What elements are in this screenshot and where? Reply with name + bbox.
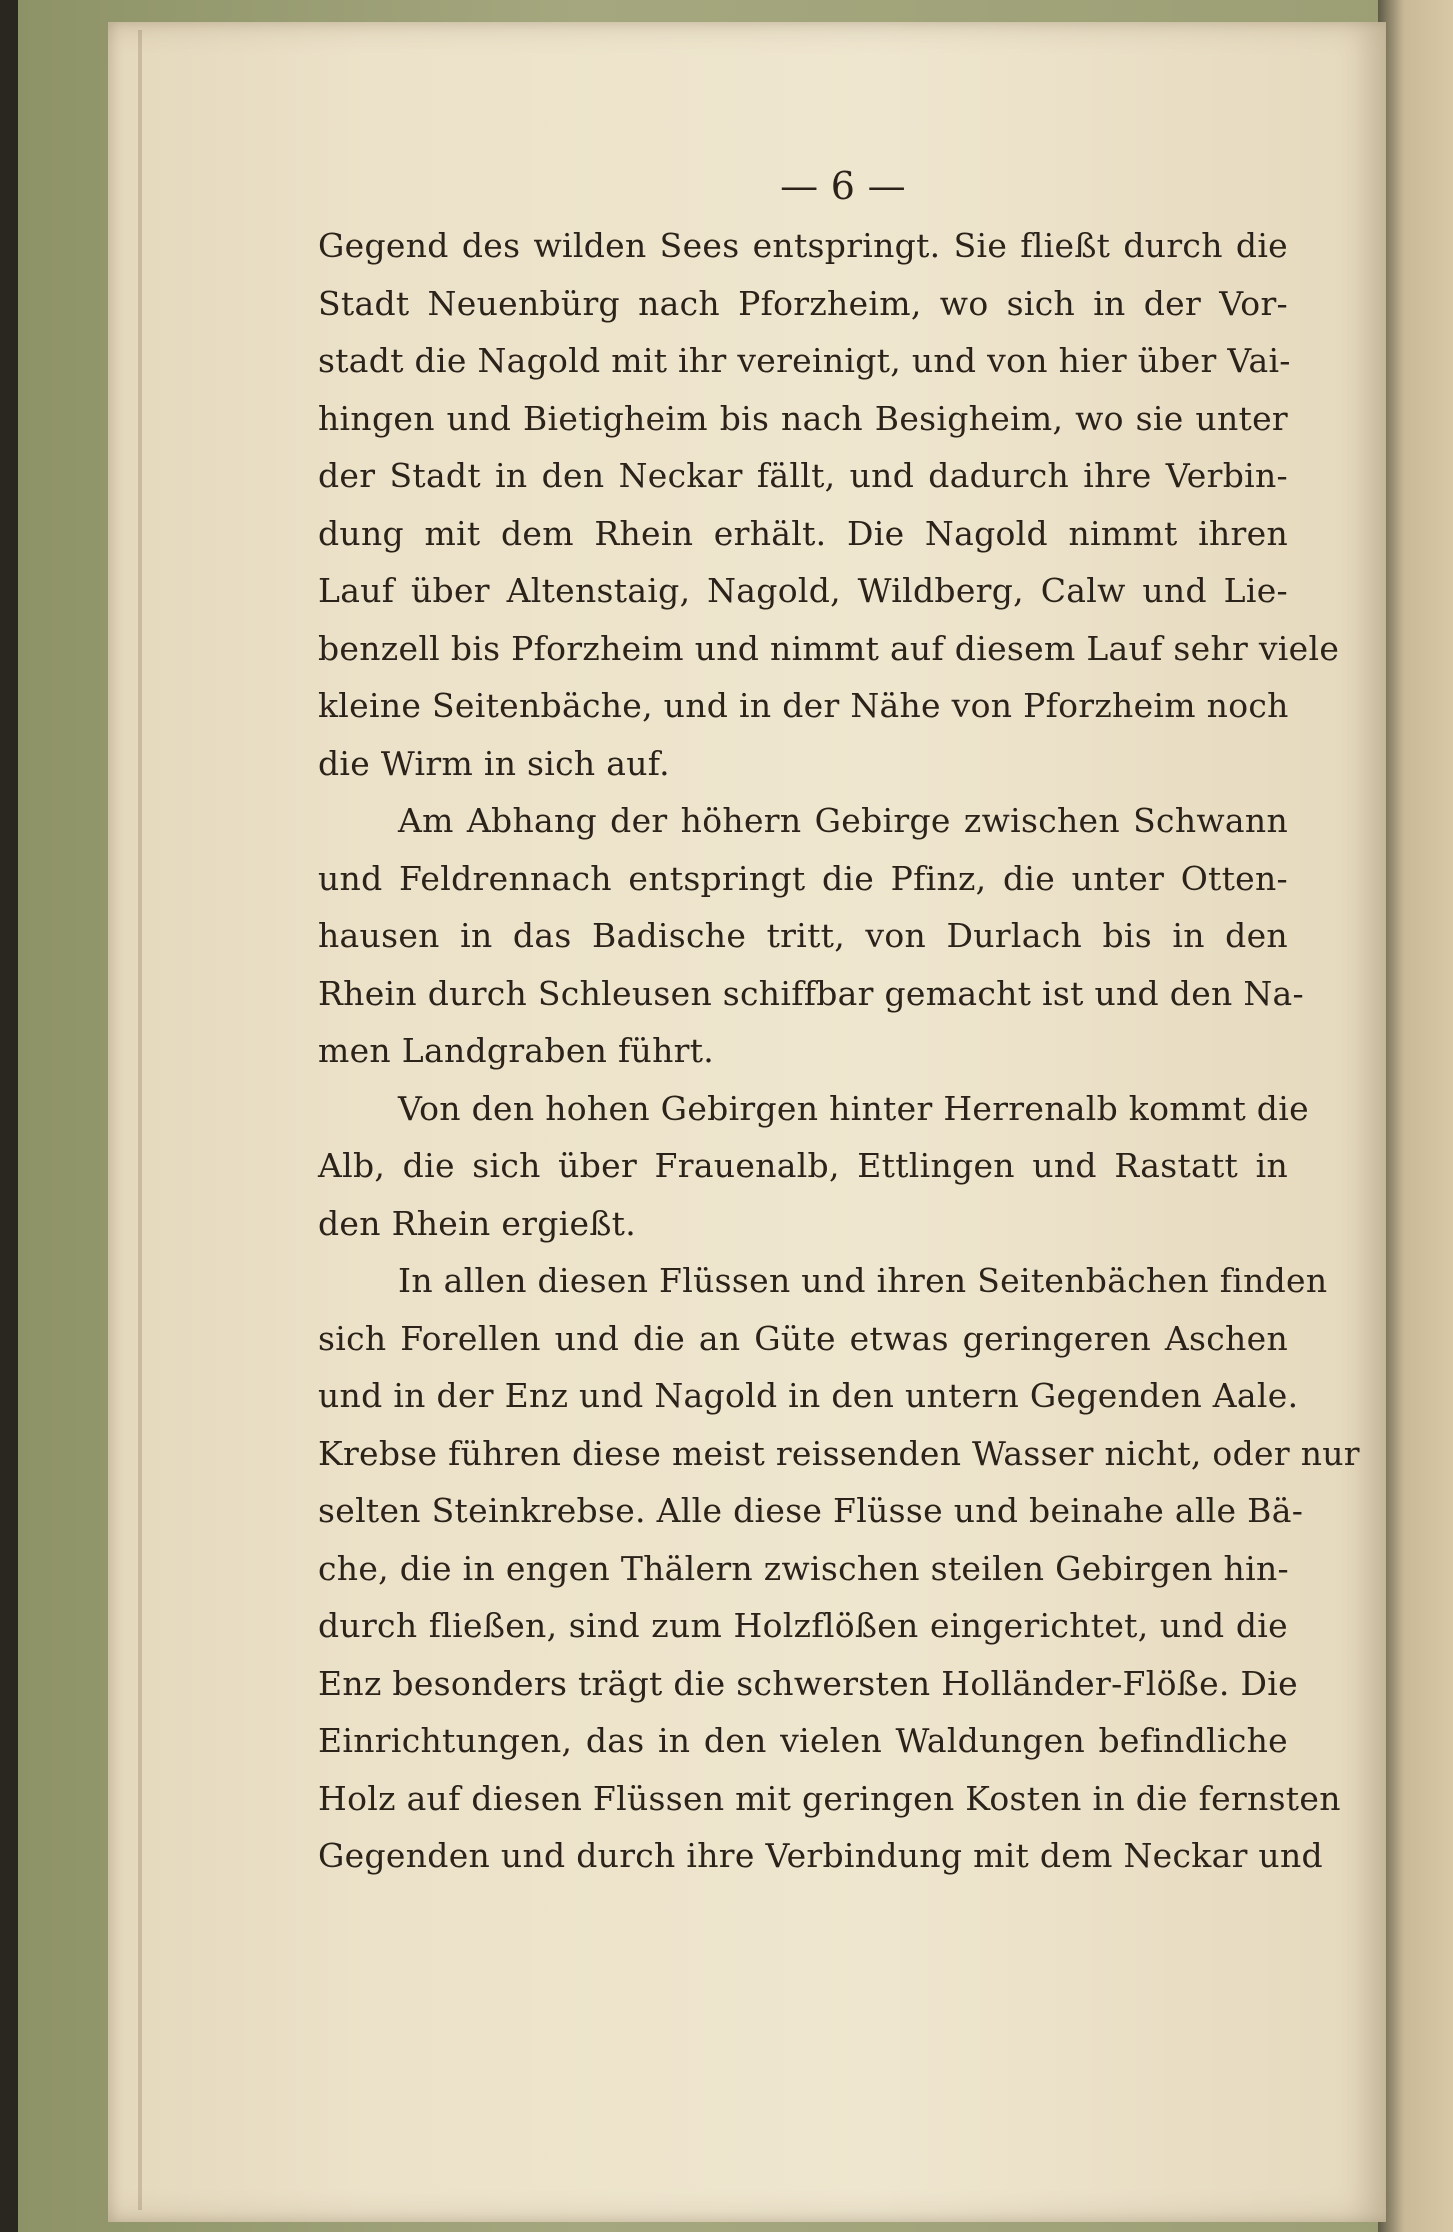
text-line: hausen in das Badische tritt, von Durlach bis in den <box>318 916 1288 955</box>
text-line: Am Abhang der höhern Gebirge zwischen Schwann <box>398 801 1288 840</box>
text-line: und Feldrennach entspringt die Pfinz, die unter Otten- <box>318 858 1288 898</box>
text-line: Gegenden und durch ihre Verbindung mit dem Neckar und <box>318 1836 1323 1875</box>
facing-page-edge <box>1378 0 1453 2232</box>
text-line: hingen und Bietigheim bis nach Besigheim, wo sie unter <box>318 398 1288 438</box>
page-text-block <box>318 155 1360 1885</box>
text-line: stadt die Nagold mit ihr vereinigt, und von hier über Vai- <box>318 341 1291 380</box>
text-line: den Rhein ergießt. <box>318 1203 637 1243</box>
page-number: — 6 — <box>780 164 906 208</box>
text-line: benzell bis Pforzheim und nimmt auf diesem Lauf sehr viele <box>318 628 1340 668</box>
text-line: und in der Enz und Nagold in den untern Gegenden Aale. <box>318 1376 1299 1415</box>
text-line: Gegend des wilden Sees entspringt. Sie fließt durch die <box>318 226 1288 265</box>
text-line: Holz auf diesen Flüssen mit geringen Kosten in die fernsten <box>318 1778 1341 1818</box>
text-line: Einrichtungen, das in den vielen Waldungen befindliche <box>318 1721 1288 1760</box>
text-line: selten Steinkrebse. Alle diese Flüsse und beinahe alle Bä- <box>318 1491 1304 1530</box>
text-line: Stadt Neuenbürg nach Pforzheim, wo sich in der Vor- <box>318 283 1288 323</box>
text-line: sich Forellen und die an Güte etwas geringeren Aschen <box>318 1318 1288 1358</box>
paragraph <box>318 1252 1360 1885</box>
page-stack-edge <box>138 30 142 2210</box>
paragraph <box>318 792 1304 1080</box>
text-line: che, die in engen Thälern zwischen steilen Gebirgen hin- <box>318 1548 1289 1588</box>
text-line: Rhein durch Schleusen schiffbar gemacht ist und den Na- <box>318 973 1304 1013</box>
paragraph <box>318 1080 1309 1253</box>
text-line: dung mit dem Rhein erhält. Die Nagold nimmt ihren <box>318 513 1288 553</box>
text-line: Enz besonders trägt die schwersten Holländer-Flöße. Die <box>318 1663 1298 1703</box>
text-line: kleine Seitenbäche, und in der Nähe von Pforzheim noch <box>318 686 1289 725</box>
text-line: die Wirm in sich auf. <box>318 743 670 783</box>
text-line: In allen diesen Flüssen und ihren Seitenbächen finden <box>398 1261 1328 1300</box>
text-line: Lauf über Altenstaig, Nagold, Wildberg, Calw und Lie- <box>318 571 1288 610</box>
text-line: Krebse führen diese meist reissenden Wasser nicht, oder nur <box>318 1433 1360 1473</box>
text-line: der Stadt in den Neckar fällt, und dadurch ihre Verbin- <box>318 456 1288 495</box>
paragraph <box>318 217 1340 792</box>
text-line: durch fließen, sind zum Holzflößen eingerichtet, und die <box>318 1606 1288 1645</box>
text-line: men Landgraben führt. <box>318 1031 715 1070</box>
text-line: Von den hohen Gebirgen hinter Herrenalb kommt die <box>398 1088 1309 1128</box>
text-line: Alb, die sich über Frauenalb, Ettlingen und Rastatt in <box>318 1146 1288 1185</box>
